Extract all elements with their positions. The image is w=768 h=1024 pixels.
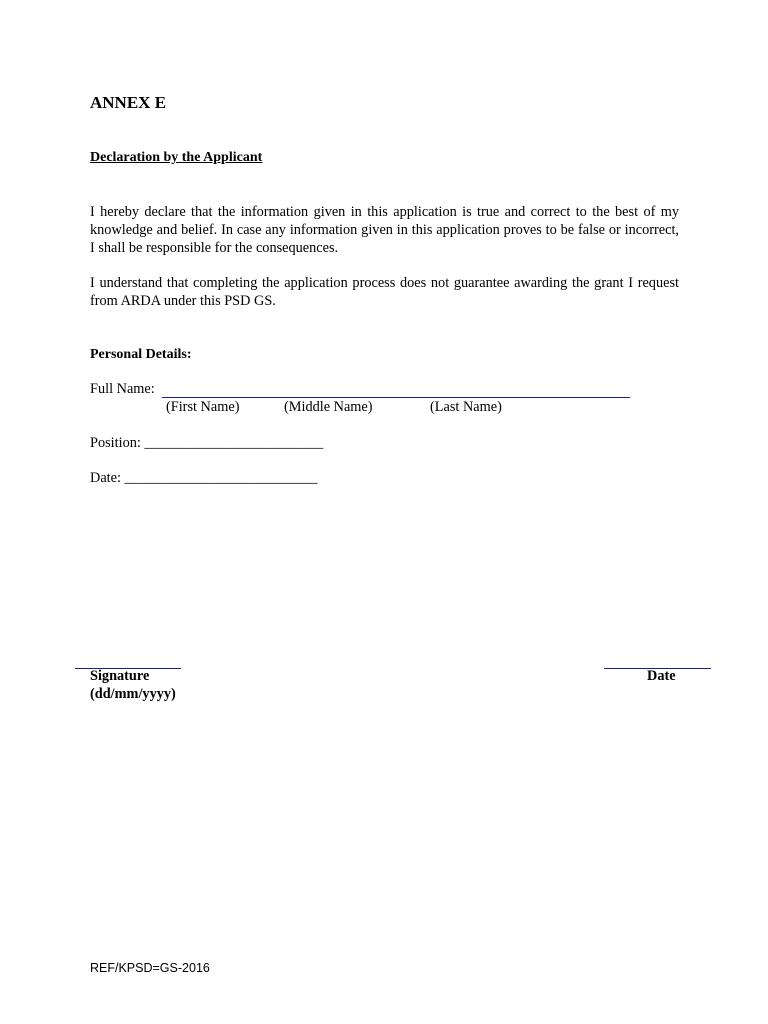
signature-label <box>90 667 176 703</box>
annex-title: ANNEX E <box>90 93 167 112</box>
date-right-label: Date <box>647 668 676 684</box>
declaration-paragraph: I hereby declare that the information given in this application is true and correct to the best of my knowledge and belief. In case any information given in this application proves to be false or incorrect, I shall be responsible for the consequences. <box>90 204 679 256</box>
date-format-hint: (dd/mm/yyyy) <box>90 686 176 702</box>
position-field[interactable]: Position: _________________________ <box>90 435 324 451</box>
full-name-line[interactable] <box>162 397 630 398</box>
middle-name-hint: (Middle Name) <box>284 399 373 415</box>
date-field[interactable]: Date: ___________________________ <box>90 470 318 486</box>
first-name-hint: (First Name) <box>166 399 240 415</box>
declaration-heading: Declaration by the Applicant <box>90 150 263 165</box>
full-name-label: Full Name: <box>90 381 155 397</box>
personal-details-heading: Personal Details: <box>90 347 192 362</box>
footer-reference: REF/KPSD=GS-2016 <box>90 961 210 975</box>
grant-disclaimer-paragraph: I understand that completing the application process does not guarantee awarding the grant I request from ARDA under this PSD GS. <box>90 275 679 309</box>
signature-text: Signature <box>90 668 150 684</box>
last-name-hint: (Last Name) <box>430 399 502 415</box>
